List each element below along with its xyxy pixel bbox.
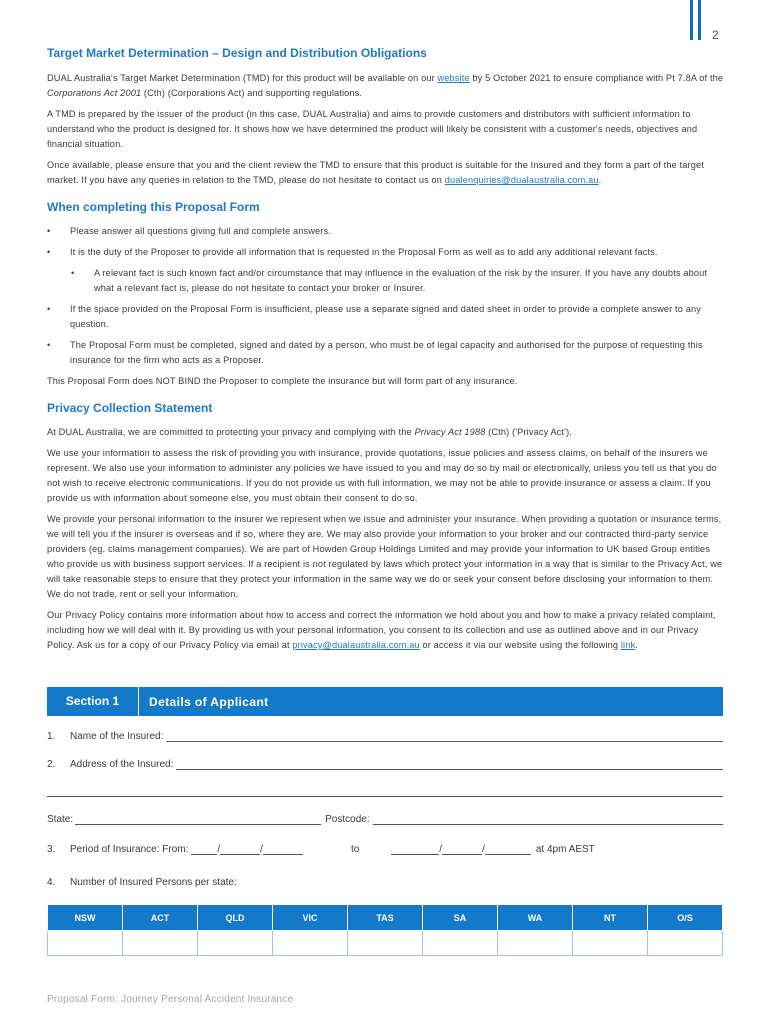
qld-count-field[interactable] [198, 931, 273, 956]
address-row [47, 759, 723, 770]
table-header-cell: SA [423, 905, 498, 931]
question-number: 1. [47, 731, 56, 742]
postcode-field[interactable] [373, 814, 723, 825]
state-label: State: [47, 814, 74, 825]
date-separator: / [482, 844, 485, 855]
table-header-cell: QLD [198, 905, 273, 931]
bullet-item: • The Proposal Form must be completed, signed and dated by a person, who must be of legal capacity and authorised for the purpose of requesting this insurance for the firm who acts as a Proposer. [47, 338, 725, 368]
section-header [47, 687, 723, 716]
date-separator: / [439, 844, 443, 855]
vic-count-field[interactable] [273, 931, 348, 956]
address-label: Address of the Insured: [70, 759, 174, 770]
name-of-insured-row [47, 731, 723, 742]
tas-count-field[interactable] [348, 931, 423, 956]
period-of-insurance-row [47, 844, 723, 855]
period-label: Period of Insurance: From: [70, 844, 189, 855]
bullet-item: • It is the duty of the Proposer to provide all information that is requested in the Proposal Form as well as to add any additional relevant facts. [47, 245, 725, 260]
table-header-cell: WA [498, 905, 573, 931]
address-field[interactable] [176, 759, 723, 770]
date-separator: / [260, 844, 263, 855]
act-count-field[interactable] [123, 931, 198, 956]
name-of-insured-label: Name of the Insured: [70, 731, 164, 742]
nsw-count-field[interactable] [48, 931, 123, 956]
date-separator: / [217, 844, 221, 855]
insured-persons-table [47, 904, 723, 956]
tmd-heading: Target Market Determination – Design and Distribution Obligations [47, 46, 427, 60]
state-field[interactable] [75, 814, 321, 825]
completing-heading: When completing this Proposal Form [47, 200, 260, 214]
to-year-field[interactable] [485, 844, 531, 855]
privacy-paragraph-3: We provide your personal information to the insurer we represent when we issue and administer your insurance. When providing a quotation or insurance terms, we will tell you if the insurer is overseas and if so, where they are. We may also provide your information to your broker and our contracted third-party service providers (eg. claims management companies). We are part of Howden Group Holdings Limited and may provide your information to UK based Group entities who provide us with business support services. If a recipient is not regulated by laws which protect your information in a way that is similar to the Privacy Act, we will take reasonable steps to ensure that they protect your information in the same way we do or seek your consent before disclosing your information to them. We do not trade, rent or sell your information. [47, 514, 723, 599]
insured-persons-label: Number of Insured Persons per state: [70, 877, 237, 888]
to-label: to [350, 844, 360, 855]
question-number: 2. [47, 759, 56, 770]
sub-bullet-item: • A relevant fact is such known fact and/or circumstance that may influence in the evaluation of the risk by the insurer. If you have any doubts about what a relevant fact is, please do not hesitate to contact your broker or Insurer. [47, 266, 725, 296]
address-field-line-2[interactable] [47, 796, 723, 797]
time-label: at 4pm AEST [535, 844, 595, 855]
privacy-paragraph-1: At DUAL Australia, we are committed to protecting your privacy and complying with the Privacy Act 1988 (Cth) ('Privacy Act'). [47, 427, 573, 437]
privacy-paragraph-4: Our Privacy Policy contains more information about how to access and correct the information we hold about you and how to make a privacy related complaint, including how we will deal with it. By providing us with your personal information, you consent to its collection and use as outlined above and in our Privacy Policy. Ask us for a copy of our Privacy Policy via email at privacy@dualaustralia.com.au or access it via our website using the following link. [47, 610, 716, 650]
accent-bar [690, 0, 693, 40]
table-header-cell: ACT [123, 905, 198, 931]
bullet-item: • Please answer all questions giving full and complete answers. [47, 224, 725, 239]
from-day-field[interactable] [191, 844, 217, 855]
table-header-cell: O/S [648, 905, 723, 931]
name-of-insured-field[interactable] [166, 731, 723, 742]
dualenquiries-email-link[interactable]: dualenquiries@dualaustralia.com.au [444, 175, 599, 185]
from-year-field[interactable] [263, 844, 303, 855]
insured-persons-row [47, 877, 723, 888]
privacy-email-link[interactable]: privacy@dualaustralia.com.au [292, 640, 420, 650]
footer-text: Proposal Form: Journey Personal Accident Insurance [47, 994, 294, 1005]
table-header-row [48, 905, 723, 931]
privacy-policy-link[interactable]: link [620, 640, 636, 650]
wa-count-field[interactable] [498, 931, 573, 956]
to-month-field[interactable] [442, 844, 482, 855]
website-link[interactable]: website [437, 73, 470, 83]
tmd-paragraph-1: DUAL Australia's Target Market Determination (TMD) for this product will be available on our website by 5 October 2021 to ensure compliance with Pt 7.8A of the Corporations Act 2001 (Cth) (Corporations Act) and supporting regulations. [47, 73, 724, 98]
tmd-paragraph-3: Once available, please ensure that you and the client review the TMD to ensure that this product is suitable for the Insured and they form a part of the target market. If you have any queries in relation to the TMD, please do not hesitate to contact us on dualenquiries@dualaustralia.com.au. [47, 160, 704, 185]
to-day-field[interactable] [391, 844, 439, 855]
bullet-item: • If the space provided on the Proposal Form is insufficient, please use a separate signed and dated sheet in order to provide a complete answer to any question. [47, 302, 725, 332]
from-month-field[interactable] [220, 844, 260, 855]
table-input-row [48, 931, 723, 956]
postcode-label: Postcode: [325, 814, 370, 825]
table-header-cell: NSW [48, 905, 123, 931]
state-postcode-row [47, 814, 723, 825]
nt-count-field[interactable] [573, 931, 648, 956]
accent-bar [698, 0, 701, 40]
table-header-cell: NT [573, 905, 648, 931]
section-number: Section 1 [47, 687, 139, 716]
section-title: Details of Applicant [149, 694, 269, 709]
page-number: 2 [712, 28, 719, 42]
intro-content [47, 46, 725, 653]
table-header-cell: TAS [348, 905, 423, 931]
privacy-heading: Privacy Collection Statement [47, 401, 213, 415]
tmd-paragraph-2: A TMD is prepared by the issuer of the product (in this case, DUAL Australia) and aims to provide customers and distributors with sufficient information to understand who the product is designed for. It shows how we have determined the product will likely be consistent with a customer's needs, objectives and financial situation. [47, 109, 698, 149]
os-count-field[interactable] [648, 931, 723, 956]
question-number: 4. [47, 877, 56, 888]
completing-bullets [47, 224, 725, 368]
sa-count-field[interactable] [423, 931, 498, 956]
question-number: 3. [47, 844, 56, 855]
table-header-cell: VIC [273, 905, 348, 931]
not-binding-note: This Proposal Form does NOT BIND the Proposer to complete the insurance but will form part of any insurance. [47, 376, 518, 386]
header-accent-bars [690, 0, 702, 40]
privacy-paragraph-2: We use your information to assess the risk of providing you with insurance, provide quotations, issue policies and assess claims, on behalf of the insurers we represent. We also use your information to administer any policies we have issued to you and may do so by mail or electronically, unless you tell us that you do not wish to receive electronic communications. If you do not provide us with full information, we may not be able to provide insurance or assess a claim. If you provide us with information about someone else, you must obtain their consent to do so. [47, 448, 717, 503]
